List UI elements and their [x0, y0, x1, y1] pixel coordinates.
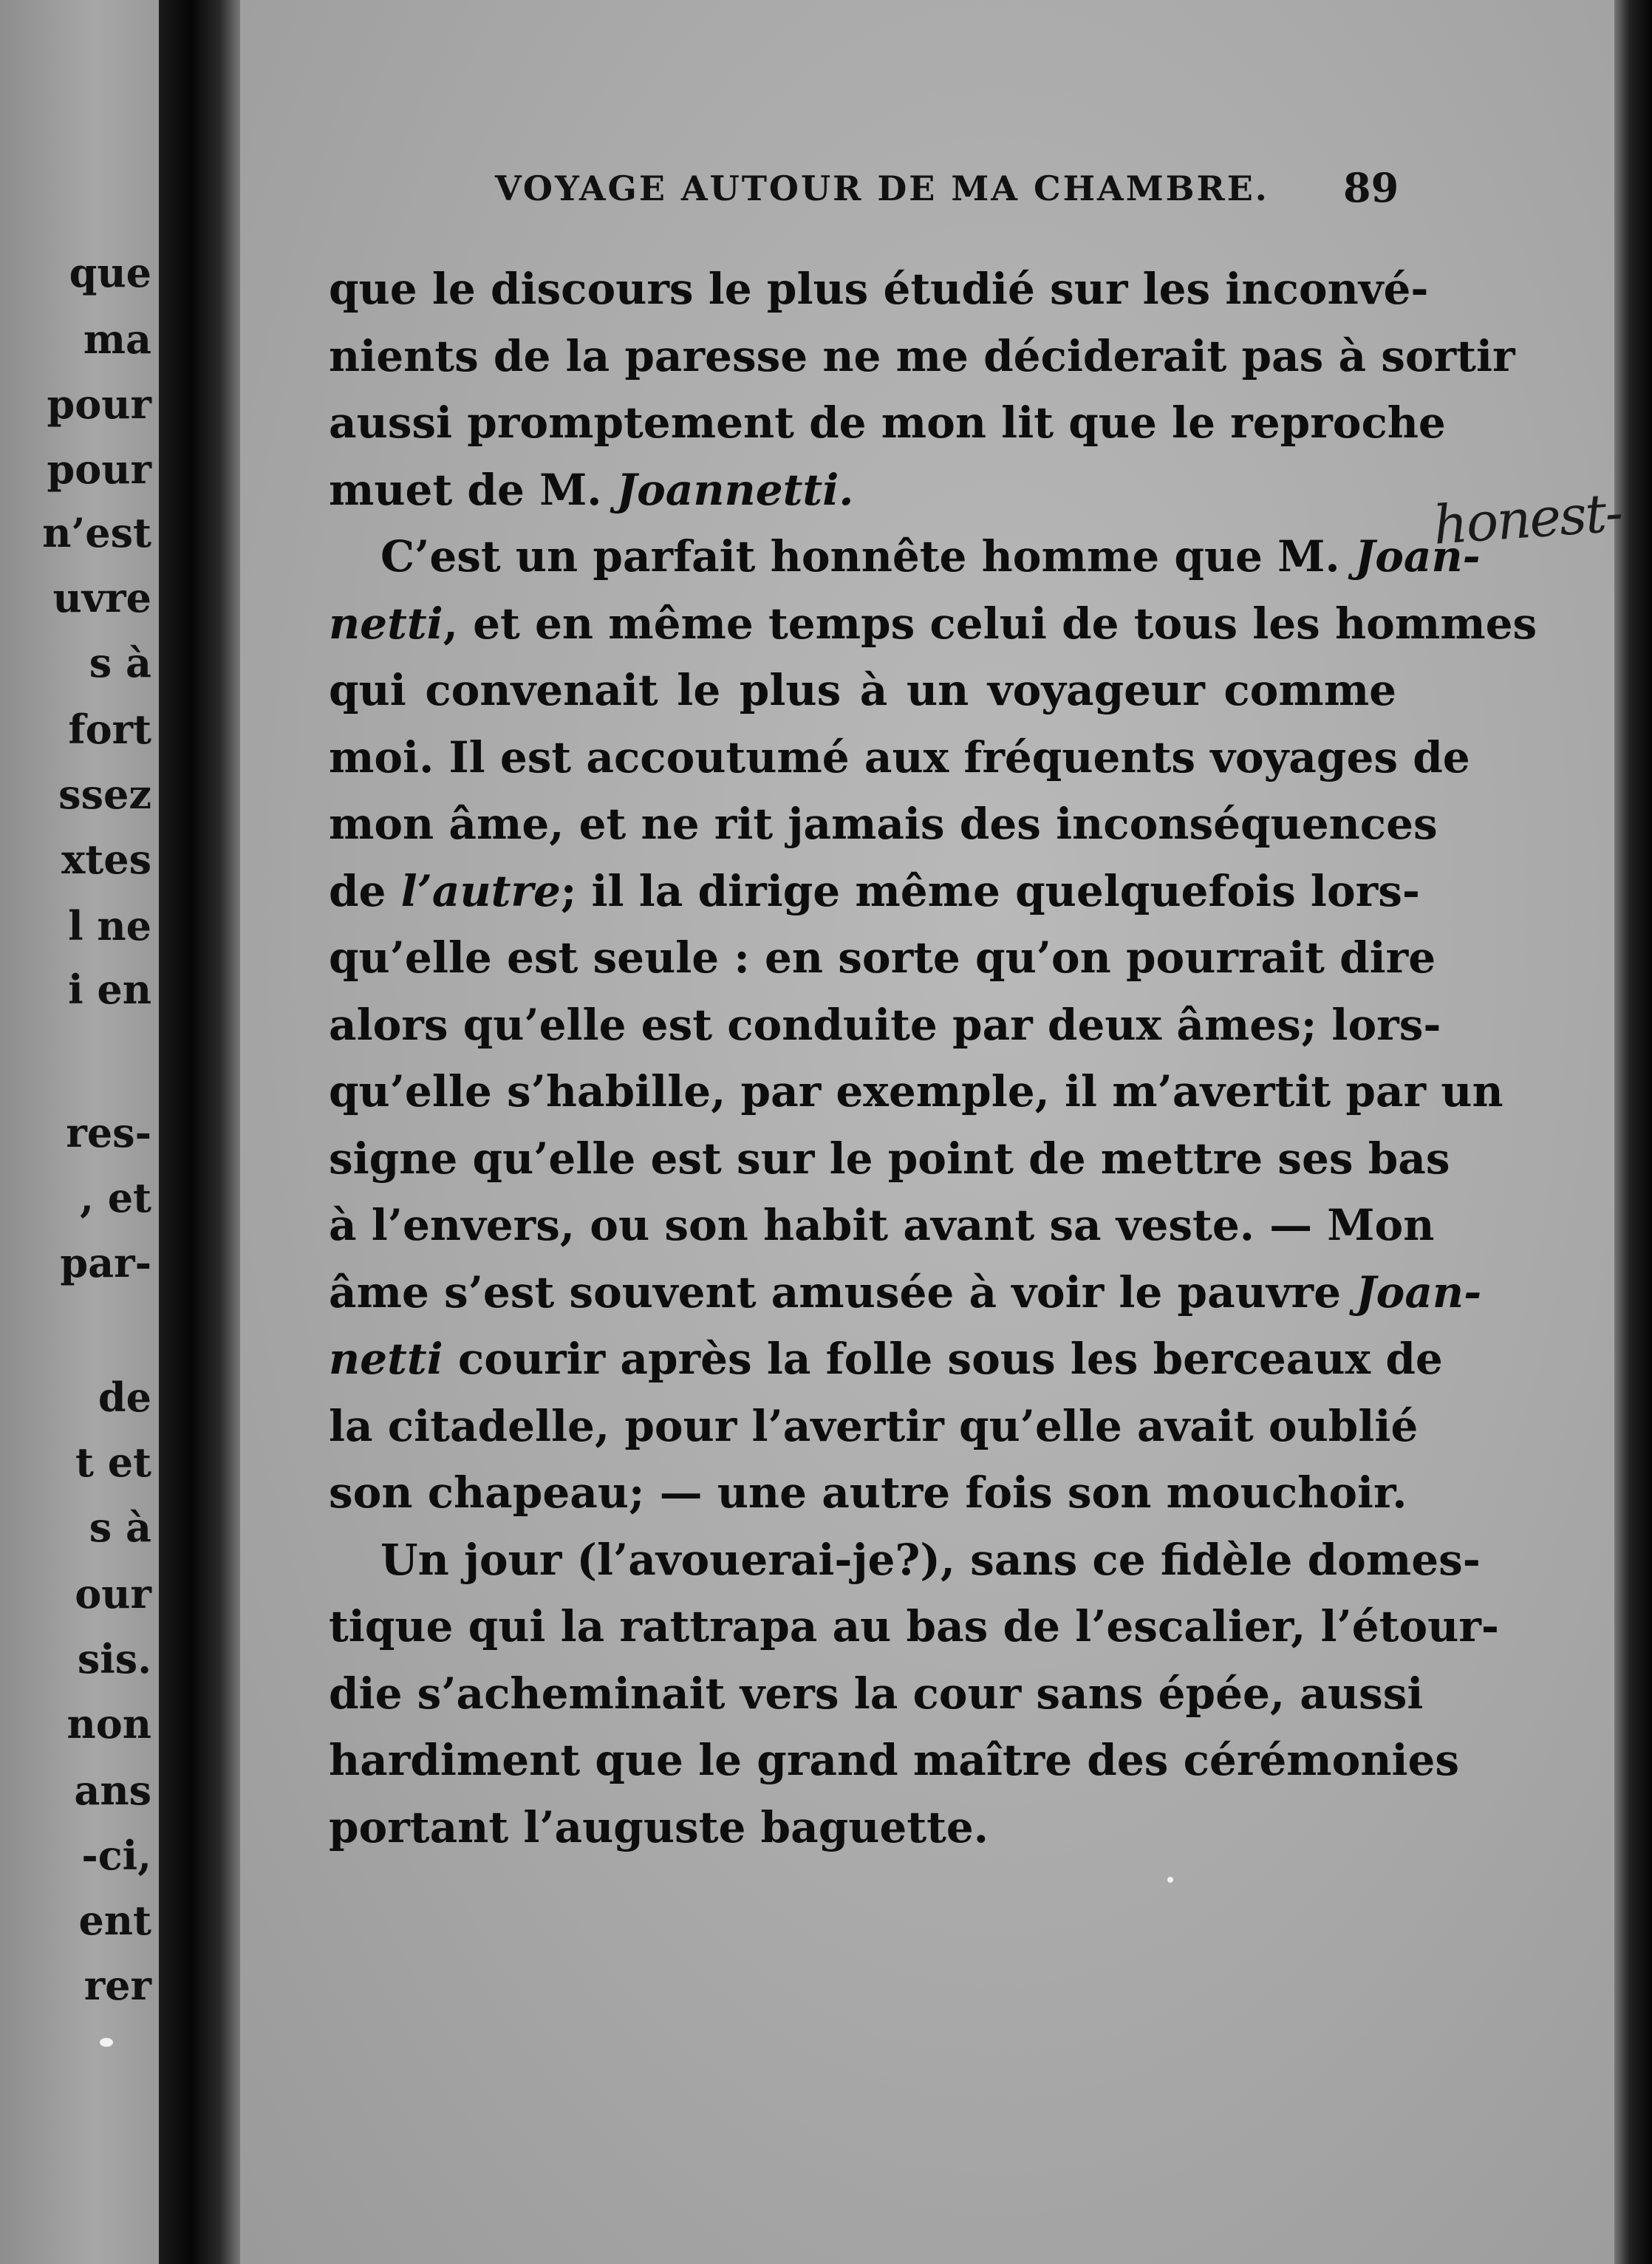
text-line: tique qui la rattrapa au bas de l’escalier, l’étour-: [329, 1601, 1499, 1651]
text-line: de l’autre; il la dirige même quelquefois lors-: [329, 865, 1420, 916]
text-line: qu’elle est seule : en sorte qu’on pourrait dire: [329, 932, 1436, 983]
facing-page-fragment: que: [69, 249, 151, 296]
text-line: portant l’auguste baguette.: [329, 1801, 989, 1852]
facing-page-fragment: res-: [66, 1109, 151, 1156]
facing-page-fragment: ma: [83, 316, 151, 363]
text-line: qui convenait le plus à un voyageur comme: [329, 665, 1396, 715]
facing-page-fragment: l ne: [68, 902, 151, 949]
facing-page-fragment: fort: [68, 706, 151, 753]
paragraph-start-line: C’est un parfait honnête homme que M. Joan-: [380, 531, 1481, 582]
text-line: aussi promptement de mon lit que le reproche: [329, 398, 1446, 448]
text-line: die s’acheminait vers la cour sans épée, aussi: [329, 1668, 1424, 1719]
facing-page-fragment: s à: [89, 639, 151, 686]
text-line: que le discours le plus étudié sur les inconvé-: [329, 264, 1429, 314]
scan-speck: [100, 2038, 113, 2047]
facing-page-fragment: -ci,: [81, 1832, 151, 1879]
text-line: signe qu’elle est sur le point de mettre ses bas: [329, 1133, 1450, 1184]
italic-name: netti: [329, 1334, 443, 1384]
facing-page-fragment: our: [75, 1570, 151, 1617]
facing-page-fragment: pour: [47, 381, 151, 428]
facing-page-fragment: s à: [89, 1504, 151, 1551]
running-title: VOYAGE AUTOUR DE MA CHAMBRE.: [495, 168, 1269, 208]
facing-page-fragment: t et: [75, 1439, 151, 1486]
italic-name: Joan-: [1356, 1266, 1482, 1317]
text-line: mon âme, et ne rit jamais des inconséquences: [329, 799, 1438, 849]
facing-page-fragment: uvre: [52, 574, 151, 621]
text-line: alors qu’elle est conduite par deux âmes; lors-: [329, 999, 1441, 1050]
italic-name: Joan-: [1354, 531, 1481, 582]
facing-page-fragment: ent: [78, 1897, 151, 1944]
facing-page-edge: [0, 0, 159, 2264]
facing-page-fragment: xtes: [61, 836, 151, 883]
facing-page-fragment: non: [66, 1700, 151, 1748]
book-gutter: [159, 0, 240, 2264]
facing-page-fragment: sis.: [77, 1635, 151, 1682]
facing-page-fragment: ssez: [58, 771, 151, 818]
text-line: muet de M. Joannetti.: [329, 464, 854, 515]
italic-name: netti: [329, 598, 443, 649]
text-line: nients de la paresse ne me déciderait pas à sortir: [329, 330, 1515, 381]
text-line: qu’elle s’habille, par exemple, il m’avertit par un: [329, 1066, 1503, 1116]
text-line: âme s’est souvent amusée à voir le pauvre Joan-: [329, 1266, 1482, 1317]
paragraph-start-line: Un jour (l’avouerai-je?), sans ce fidèle domes-: [380, 1534, 1481, 1585]
page-right-edge: [1614, 0, 1652, 2264]
facing-page-fragment: pour: [47, 446, 151, 493]
facing-page-fragment: n’est: [42, 509, 151, 556]
text-line: moi. Il est accoutumé aux fréquents voyages de: [329, 732, 1470, 782]
facing-page-fragment: par-: [60, 1239, 151, 1286]
text-line: à l’envers, ou son habit avant sa veste. — Mon: [329, 1200, 1435, 1250]
italic-word: l’autre: [400, 865, 561, 916]
text-line: hardiment que le grand maître des cérémonies: [329, 1735, 1460, 1785]
page-number: 89: [1343, 164, 1399, 211]
text-line: netti, et en même temps celui de tous les hommes: [329, 598, 1537, 649]
scan-speck: [1167, 1877, 1173, 1883]
italic-name: Joannetti.: [616, 464, 854, 515]
facing-page-fragment: , et: [80, 1174, 151, 1221]
text-line: son chapeau; — une autre fois son mouchoir.: [329, 1467, 1407, 1518]
facing-page-fragment: rer: [83, 1962, 151, 2009]
facing-page-fragment: i en: [68, 966, 151, 1013]
facing-page-fragment: ans: [74, 1767, 151, 1814]
facing-page-fragment: de: [98, 1374, 151, 1421]
text-line: netti courir après la folle sous les berceaux de: [329, 1334, 1443, 1384]
handwritten-margin-note: honest-: [1431, 481, 1624, 556]
text-line: la citadelle, pour l’avertir qu’elle avait oublié: [329, 1400, 1419, 1451]
